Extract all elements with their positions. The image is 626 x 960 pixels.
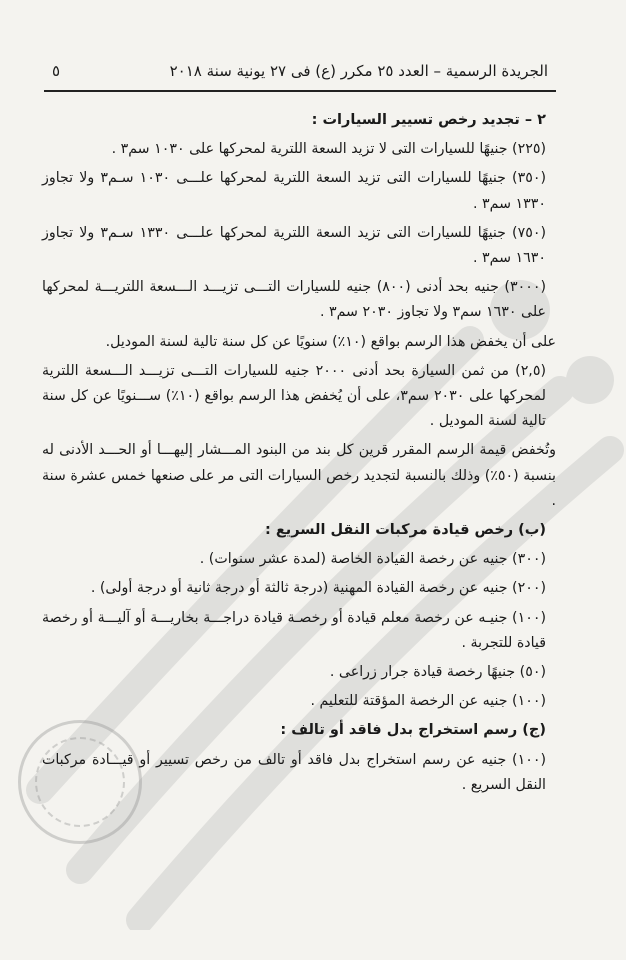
fee-item: (١٠٠) جنيه عن الرخصة المؤقتة للتعليم . <box>310 693 546 710</box>
fee-item: (٣٠٠) جنيه عن رخصة القيادة الخاصة (لمدة عشر سنوات) . <box>199 551 546 568</box>
gazette-title: الجريدة الرسمية – العدد ٢٥ مكرر (ع) فى ٢٧ يونية سنة ٢٠١٨ <box>169 62 548 80</box>
fee-item: (٢٠٠) جنيه عن رخصة القيادة المهنية (درجة ثالثة أو درجة ثانية أو درجة أولى) . <box>90 580 546 597</box>
document-body <box>42 106 556 802</box>
header-rule <box>44 90 556 92</box>
section-heading: (ب) رخص قيادة مركبات النقل السريع : <box>265 522 546 539</box>
fee-item: (٣٥٠) جنيهًا للسيارات التى تزيد السعة اللترية لمحركها علـــى ١٠٣٠ سـم٣ ولا تجاوز ١٣٣٠ سم٣ . <box>42 170 546 212</box>
fee-item: (١٠٠) جنيه عن رسم استخراج بدل فاقد أو تالف من رخص تسيير أو قيـــادة مركبات النقل السريع . <box>42 751 546 793</box>
fee-item: (٧٥٠) جنيهًا للسيارات التى تزيد السعة اللترية لمحركها علـــى ١٣٣٠ سـم٣ ولا تجاوز ١٦٣٠ سم٣ . <box>42 224 546 267</box>
fee-item: (٣٠٠٠) جنيه بحد أدنى (٨٠٠) جنيه للسيارات التـــى تزيـــد الـــسعة اللتريـــة لمحركها على ١٦٣٠ سم٣ ولا تجاوز ٢٠٣٠ سم٣ . <box>42 279 546 321</box>
fee-item: (٥٠) جنيهًا رخصة قيادة جرار زراعى . <box>329 664 546 681</box>
section-heading: (ج) رسم استخراج بدل فاقد أو تالف : <box>280 722 546 739</box>
fee-item: (١٠٠) جنيـه عن رخصة معلم قيادة أو رخصـة قيادة دراجـــة بخاريـــة أو آليـــة أو رخصة قيادة للتجربة . <box>42 609 546 651</box>
page-header <box>52 62 548 80</box>
page-number: ٥ <box>52 62 61 80</box>
fee-item: (٢,٥) من ثمن السيارة بحد أدنى ٢٠٠٠ جنيه للسيارات التـــى تزيـــد الـــسعة اللترية لمحركها على ٢٠٣٠ سم٣، على أن يُخفض هذا الرسم بواقع (١٠٪) ســـنويًا عن كل سنة تالية لسنة الموديل . <box>42 362 547 430</box>
fee-item: (٢٢٥) جنيهًا للسيارات التى لا تزيد السعة اللترية لمحركها على ١٠٣٠ سم٣ . <box>111 141 546 158</box>
section-heading: ٢ – تجديد رخص تسيير السيارات : <box>311 112 546 128</box>
note-paragraph: على أن يخفض هذا الرسم بواقع (١٠٪) سنويًا عن كل سنة تالية لسنة الموديل. <box>105 333 556 350</box>
note-paragraph: وتُخفض قيمة الرسم المقرر قرين كل بند من البنود المـــشار إليهـــا أو الحـــد الأدنى له بنسبة (٥٠٪) وذلك بالنسبة لتجديد رخص السيارات التى مر على صنعها خمس عشرة سنة . <box>42 442 556 509</box>
